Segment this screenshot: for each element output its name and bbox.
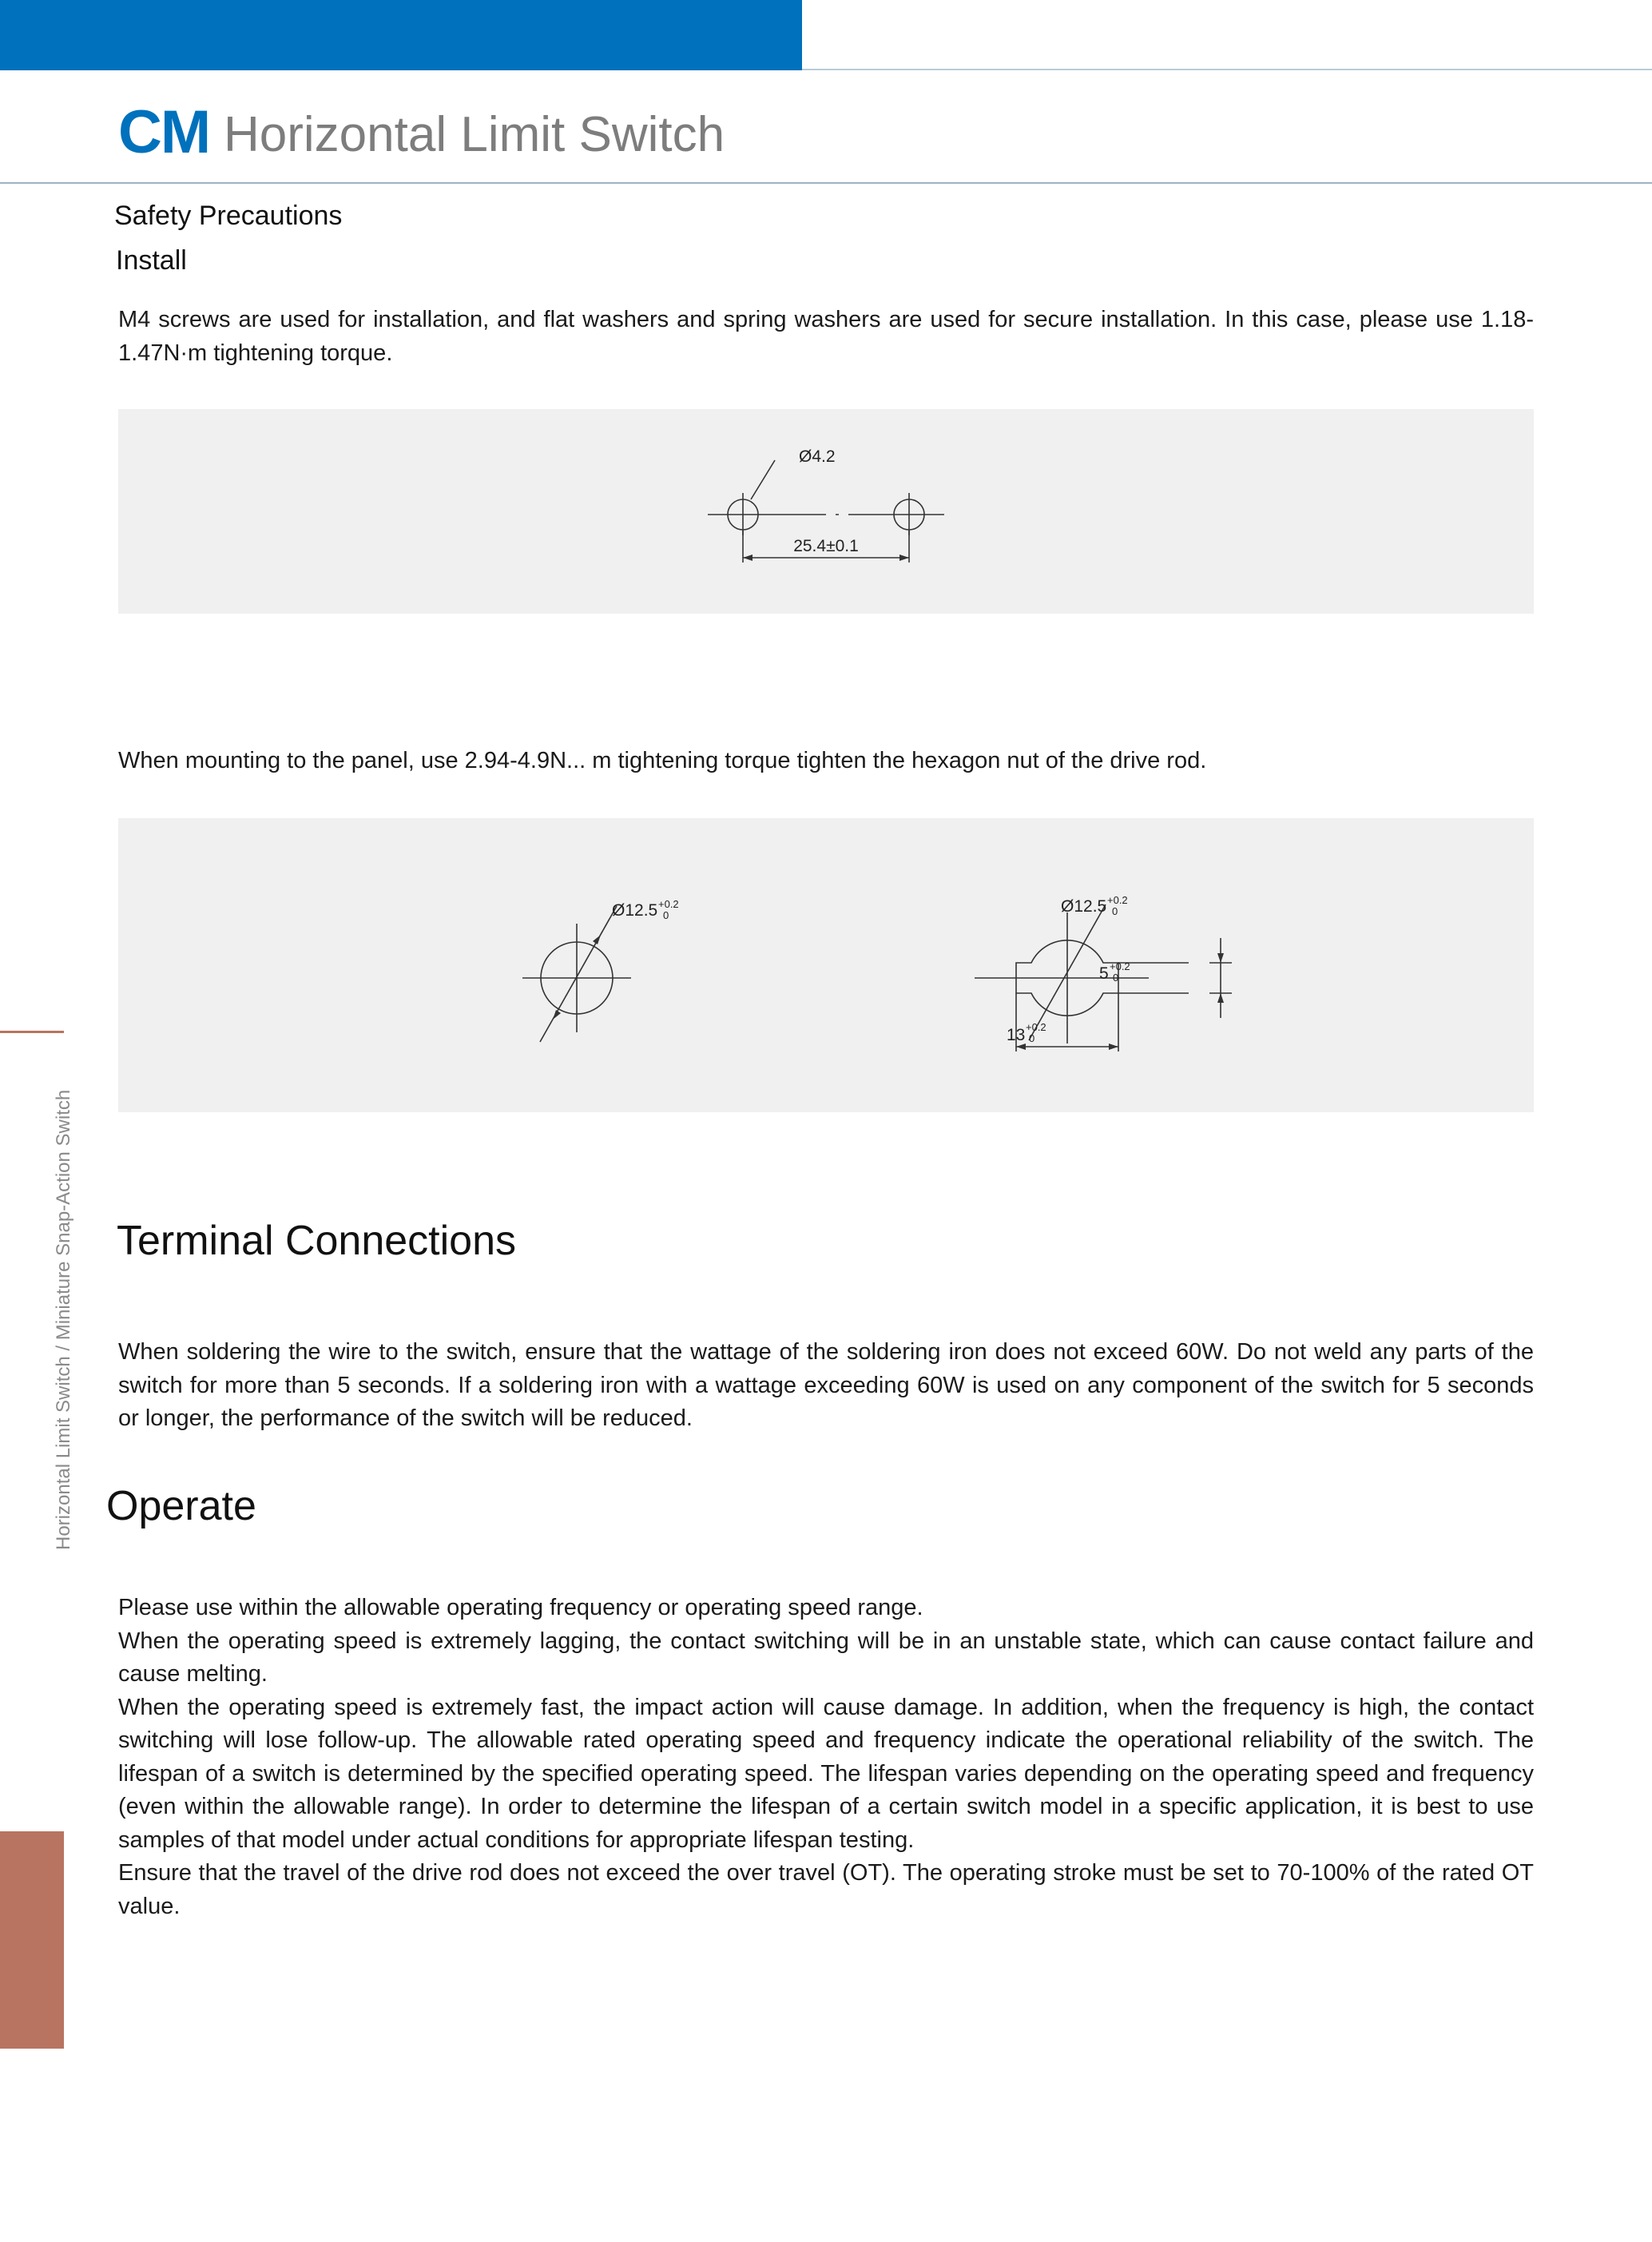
panel-cutout-drawing [118,818,1534,1112]
width-value: 13 [1007,1026,1026,1044]
install-paragraph [118,304,1534,370]
flat-height-value: 5 [1099,964,1109,983]
panel-cutout-diagram [118,818,1534,1112]
header-divider [0,182,1652,184]
operate-paragraphs [118,1592,1534,1923]
operate-paragraph-1: Please use within the allowable operating frequency or operating speed range. [118,1595,923,1620]
operate-paragraph-2: When the operating speed is extremely lagging, the contact switching will be in an unstable state, which can cause contact failure and cause melting. [118,1628,1534,1687]
round-cutout-tol-upper: +0.2 [658,898,679,910]
section-heading-safety: Safety Precautions [114,201,343,231]
brand-logo: CM [118,98,210,166]
flat-height-tol-lower: 0 [1113,972,1119,984]
operate-paragraph-4: Ensure that the travel of the drive rod does not exceed the over travel (OT). The operating stroke must be set to 70-100% of the rated OT value. [118,1860,1534,1919]
terminal-paragraph [118,1336,1534,1436]
double-d-diameter: Ø12.5 [1061,897,1107,916]
side-vertical-label: Horizontal Limit Switch / Miniature Snap-Action Switch [53,1089,74,1550]
round-cutout-leader [540,906,617,1042]
page-title: Horizontal Limit Switch [224,107,725,162]
header-top-line [802,69,1652,70]
side-accent-line [0,1031,64,1033]
panel-mounting-text: When mounting to the panel, use 2.94-4.9N... m tightening torque tighten the hexagon nut of the drive rod. [118,748,1207,773]
install-text: M4 screws are used for installation, and flat washers and spring washers are used for secure installation. In this case, please use 1.18-1.47N·m tightening torque. [118,307,1534,366]
diameter-leader [751,460,775,499]
width-tol-upper: +0.2 [1026,1021,1046,1033]
hole-diameter-label: Ø4.2 [799,447,836,466]
header-accent-bar [0,0,802,70]
side-accent-block [0,1831,64,2049]
mounting-hole-diagram [118,409,1534,614]
width-tol-lower: 0 [1029,1032,1035,1044]
round-cutout-tol-lower: 0 [663,909,669,921]
panel-mounting-paragraph [118,745,1534,778]
double-d-tol-upper: +0.2 [1107,894,1128,906]
operate-paragraph-3: When the operating speed is extremely fast, the impact action will cause damage. In addition, when the frequency is high, the contact switching will lose follow-up. The allowable rated operating speed and frequency indicate the operational reliability of the switch. The lifespan of a switch is determined by the specified operating speed. The lifespan varies depending on the operating speed and frequency (even within the allowable range). In order to determine the lifespan of a certain switch model in a specific application, it is best to use samples of that model under actual conditions for appropriate lifespan testing. [118,1694,1534,1853]
mounting-hole-drawing [118,409,1534,614]
flat-height-tol-upper: +0.2 [1110,960,1130,972]
subsection-heading-install: Install [116,245,187,276]
double-d-tol-lower: 0 [1112,905,1118,917]
section-heading-terminal: Terminal Connections [117,1218,517,1264]
hole-spacing-label: 25.4±0.1 [793,537,859,555]
terminal-text: When soldering the wire to the switch, ensure that the wattage of the soldering iron does not exceed 60W. Do not weld any parts of the switch for more than 5 seconds. If a soldering iron with a wattage exceeding 60W is used on any component of the switch for 5 seconds or longer, the performance of the switch will be reduced. [118,1339,1534,1431]
section-heading-operate: Operate [106,1483,256,1529]
round-cutout-diameter: Ø12.5 [612,901,658,920]
